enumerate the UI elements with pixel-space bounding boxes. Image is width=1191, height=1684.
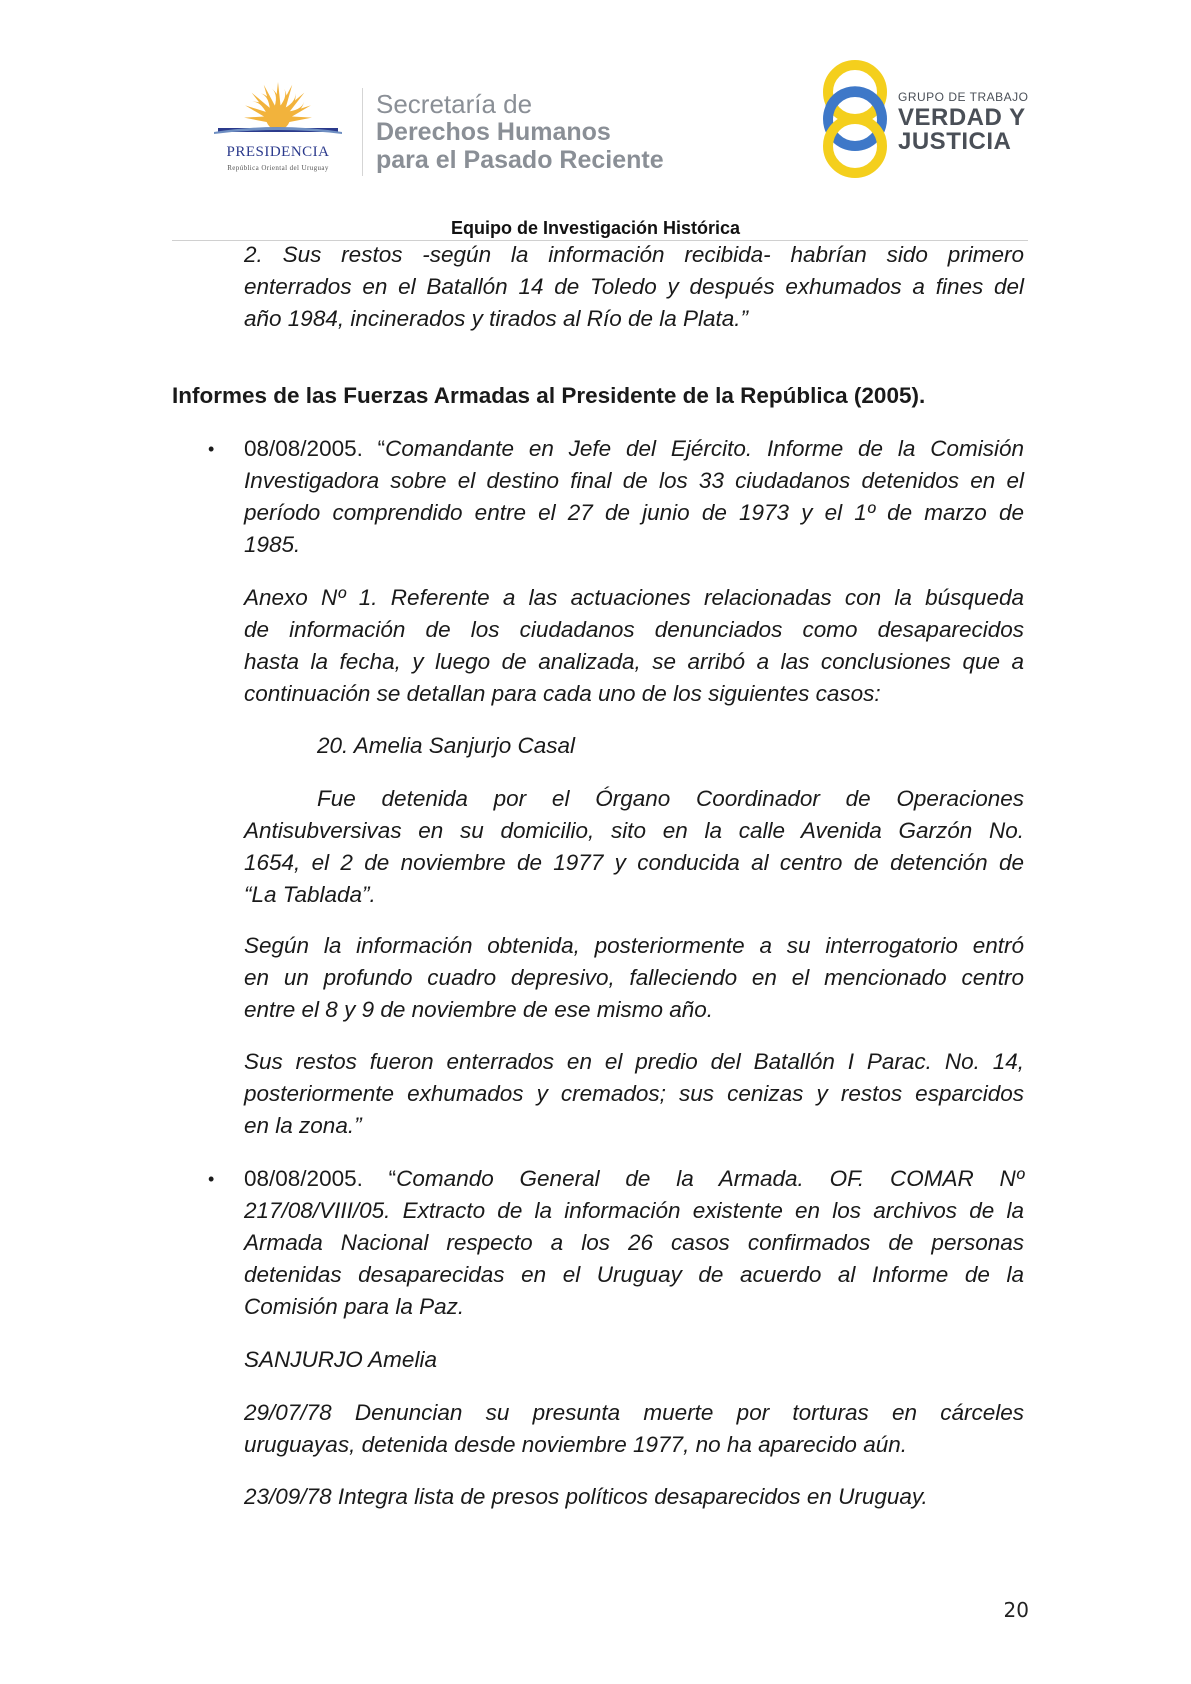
- gtvj-line2: VERDAD Y: [898, 104, 1026, 131]
- anexo-line-3: hasta la fecha, y luego de analizada, se arribó a las conclusiones que a: [244, 649, 1024, 674]
- case-p3-line-3: en la zona.”: [244, 1113, 362, 1138]
- case-p2-line-2: en un profundo cuadro depresivo, falleciendo en el mencionado centro: [244, 965, 1024, 990]
- secretaria-title: [376, 90, 664, 174]
- entry1-line-2: uruguayas, detenida desde noviembre 1977, no ha aparecido aún.: [244, 1432, 907, 1457]
- bullet2-line-5: Comisión para la Paz.: [244, 1294, 465, 1319]
- presidencia-logo: [198, 78, 358, 178]
- intro-line-3: año 1984, incinerados y tirados al Río de la Plata.”: [244, 306, 749, 331]
- secretaria-line1: Secretaría de: [376, 89, 533, 119]
- case-p1-line-4: “La Tablada”.: [244, 882, 376, 907]
- header-divider: [362, 88, 363, 176]
- gtvj-line1: GRUPO DE TRABAJO: [898, 90, 1029, 104]
- secretaria-line2: Derechos Humanos: [376, 118, 611, 146]
- case-p1-line-3: 1654, el 2 de noviembre de 1977 y conducida al centro de detención de: [244, 850, 1024, 875]
- person-name: SANJURJO Amelia: [244, 1347, 437, 1372]
- case-p2-line-1: Según la información obtenida, posteriormente a su interrogatorio entró: [244, 933, 1024, 958]
- case-p1-line-2: Antisubversivas en su domicilio, sito en la calle Avenida Garzón No.: [244, 818, 1024, 843]
- presidencia-name: PRESIDENCIA: [226, 144, 330, 160]
- case-p3-line-1: Sus restos fueron enterrados en el predio del Batallón I Parac. No. 14,: [244, 1049, 1024, 1074]
- section-heading: Informes de las Fuerzas Armadas al Presidente de la República (2005).: [172, 383, 926, 408]
- bullet2-line-2: 217/08/VIII/05. Extracto de la información existente en los archivos de la: [244, 1198, 1024, 1223]
- anexo-line-1: Anexo Nº 1. Referente a las actuaciones relacionadas con la búsqueda: [244, 585, 1024, 610]
- bullet-marker: •: [208, 1169, 215, 1189]
- intro-line-1: 2. Sus restos -según la información recibida- habrían sido primero: [244, 242, 1024, 267]
- bullet1-line-3: período comprendido entre el 27 de junio de 1973 y el 1º de marzo de: [244, 500, 1024, 525]
- bullet2-line-1: [244, 1163, 1024, 1195]
- case-p2-line-3: entre el 8 y 9 de noviembre de ese mismo año.: [244, 997, 714, 1022]
- entry2: 23/09/78 Integra lista de presos políticos desaparecidos en Uruguay.: [244, 1484, 928, 1509]
- presidencia-subtitle: República Oriental del Uruguay: [227, 164, 329, 172]
- anexo-line-2: de información de los ciudadanos denunciados como desaparecidos: [244, 617, 1024, 642]
- gtvj-logo: [820, 56, 1040, 186]
- case-p1-line-1: Fue detenida por el Órgano Coordinador de Operaciones: [317, 786, 1024, 811]
- bullet2-title: Comando General de la Armada. OF. COMAR Nº: [396, 1166, 1024, 1191]
- linked-rings-icon: [820, 56, 890, 186]
- bullet-marker: •: [208, 439, 215, 459]
- page-header: [0, 0, 1191, 240]
- bullet1-title: Comandante en Jefe del Ejército. Informe de la Comisión: [385, 436, 1024, 461]
- bullet1-line-4: 1985.: [244, 532, 301, 557]
- bullet1-line-1: [244, 433, 1024, 465]
- case-p3-line-2: posteriormente exhumados y cremados; sus cenizas y restos esparcidos: [244, 1081, 1024, 1106]
- bullet2-line-4: detenidas desaparecidas en el Uruguay de acuerdo al Informe de la: [244, 1262, 1024, 1287]
- secretaria-line3: para el Pasado Reciente: [376, 146, 664, 174]
- case-title: 20. Amelia Sanjurjo Casal: [317, 733, 576, 758]
- bullet2-date: 08/08/2005. “: [244, 1166, 397, 1191]
- intro-line-2: enterrados en el Batallón 14 de Toledo y después exhumados a fines del: [244, 274, 1024, 299]
- bullet1-line-2: Investigadora sobre el destino final de los 33 ciudadanos detenidos en el: [244, 468, 1024, 493]
- team-title: Equipo de Investigación Histórica: [450, 218, 741, 238]
- bullet1-date: 08/08/2005. “: [244, 436, 386, 461]
- anexo-line-4: continuación se detallan para cada uno de los siguientes casos:: [244, 681, 881, 706]
- bullet2-line-3: Armada Nacional respecto a los 26 casos confirmados de personas: [244, 1230, 1024, 1255]
- entry1-line-1: 29/07/78 Denuncian su presunta muerte por torturas en cárceles: [244, 1400, 1024, 1425]
- page-number: 20: [1003, 1598, 1029, 1622]
- gtvj-line3: JUSTICIA: [898, 128, 1012, 155]
- sun-emblem-icon: [198, 78, 358, 148]
